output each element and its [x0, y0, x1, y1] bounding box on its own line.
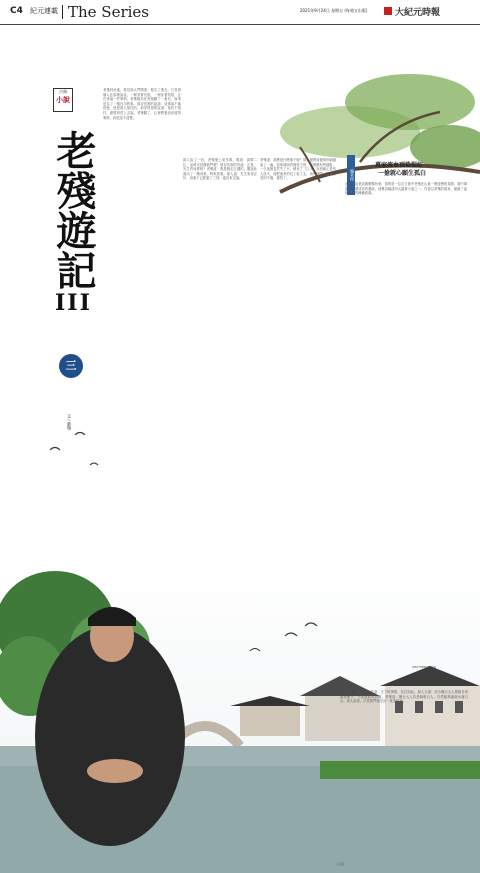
birds-illustration	[40, 420, 110, 480]
genre-tag-classic: 古典 小說	[53, 88, 73, 112]
article-column-2: 兩人說了一回，老殘便上前作揖，問道：請問二位，這裡可是縣衙門麼？那穿長袍的答道：正是，先生有何貴幹？老殘道：我是個走江湖的，聽說此處出了一樁奇案，特來看看。那人道：先生來得正好，這案子已經審了三回，還沒有定論。	[183, 158, 257, 181]
sidebar-tag: 編者按	[347, 155, 355, 195]
sidebar-title-line2: 一搶就心願生孤白	[378, 170, 427, 177]
issue-date: 2021年9月24日 星期五 (每週五出版)	[300, 8, 368, 13]
feature-title-text: 老殘遊記	[50, 130, 97, 290]
photo-credit: SHUTTERSTOCK	[412, 665, 437, 669]
masthead-logo-icon	[384, 7, 392, 15]
episode-badge: 三	[59, 354, 83, 378]
author-byline: 文 / 劉鶚	[67, 414, 72, 430]
feature-part: III	[55, 290, 92, 316]
series-title: The Series	[68, 3, 150, 21]
photo-caption: 示意圖	[335, 862, 345, 866]
page-number: C4	[10, 6, 23, 16]
sidebar-text: 這部小說是清朝劉鶚所著，寫的是一位走方郎中老殘在山東一帶遊歷的見聞，書中揭露了所謂清官的暴政，被譽為晚清四大譴責小說之一。作者以老殘的視角，描繪了當時社會的種種面貌。	[345, 182, 467, 196]
article-column-4: 老殘聽了，嘆了一口氣道：天下的事情，往往如此。那人又道：如今撫台大人要親自來審這案子，不知道結果如何。老殘道：撫台大人若是個明白人，自然能夠審個水落石出。兩人說著，只見衙門裡走出一班差役來。	[340, 690, 468, 704]
article-column-3: 老殘道：那麼是什麼案子呢？那人便將前後情形細細說了一遍。原來城南有個姓王的，家裡頗有些錢財，一日夜裡忽然失了火，燒死了三口人。官府疑心是有人放火，便把他家的長工捉了去，用刑拷問，那長工受刑不過，便招了。	[260, 158, 336, 181]
column-name: 紀元連載	[30, 7, 58, 15]
sidebar-title-line1: 萬家流血頂染猩紅	[375, 162, 424, 169]
header-divider	[62, 5, 63, 19]
masthead: 大紀元時報	[395, 8, 441, 18]
page-header	[0, 0, 480, 25]
article-column-1: 老殘到此地，看見那大門開著，便走了進去。只見兩個人在那裡說話，一個穿著長袍，一個穿著短褂，正在爭論一件事情。老殘便站在旁邊聽了一會兒，原來是為了一樁官司的事。那穿長袍的說道：這事原不能怪他，他是被人冤枉的。那穿短褂的說道：冤枉不冤枉，總要到堂上去說。老殘聽了，心裡想著這世道的事情，真是說不清楚。	[103, 88, 181, 120]
feature-title	[50, 130, 97, 290]
